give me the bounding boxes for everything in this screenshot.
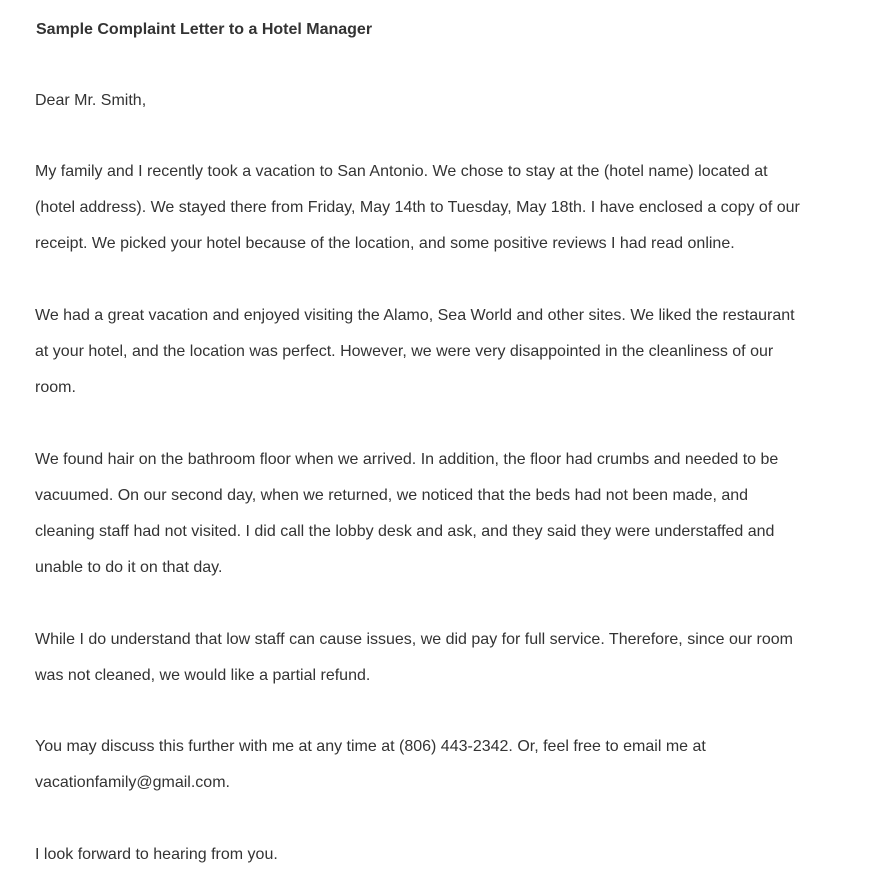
paragraph-intro [35, 154, 800, 262]
text-line: was not cleaned, we would like a partial refund. [35, 667, 371, 684]
text-line: at your hotel, and the location was perfect. However, we were very disappointed in the cleanliness of our [35, 343, 774, 360]
paragraph-vacation [35, 298, 795, 406]
text-line: We found hair on the bathroom floor when we arrived. In addition, the floor had crumbs and needed to be [35, 451, 779, 468]
text-line: I look forward to hearing from you. [35, 846, 278, 863]
paragraph-closing [35, 837, 278, 873]
paragraph-refund-request [35, 622, 793, 694]
paragraph-contact [35, 729, 706, 801]
text-line: (hotel address). We stayed there from Friday, May 14th to Tuesday, May 18th. I have enclosed a copy of our [35, 199, 800, 216]
text-line: room. [35, 379, 76, 396]
salutation [35, 83, 146, 119]
paragraph-complaint [35, 442, 778, 586]
letter-title: Sample Complaint Letter to a Hotel Manager [36, 21, 373, 38]
salutation-line: Dear Mr. Smith, [35, 92, 147, 109]
text-line: My family and I recently took a vacation to San Antonio. We chose to stay at the (hotel name) located at [35, 163, 768, 180]
text-line: vacuumed. On our second day, when we returned, we noticed that the beds had not been made, and [35, 487, 749, 504]
text-line: You may discuss this further with me at any time at (806) 443-2342. Or, feel free to email me at [35, 738, 706, 755]
text-line: We had a great vacation and enjoyed visiting the Alamo, Sea World and other sites. We liked the restaurant [35, 307, 795, 324]
text-line: cleaning staff had not visited. I did call the lobby desk and ask, and they said they were understaffed and [35, 523, 775, 540]
text-line: While I do understand that low staff can cause issues, we did pay for full service. Therefore, since our room [35, 631, 794, 648]
text-line: receipt. We picked your hotel because of the location, and some positive reviews I had read online. [35, 235, 735, 252]
text-line: unable to do it on that day. [35, 559, 223, 576]
email-line: vacationfamily@gmail.com. [35, 774, 230, 791]
